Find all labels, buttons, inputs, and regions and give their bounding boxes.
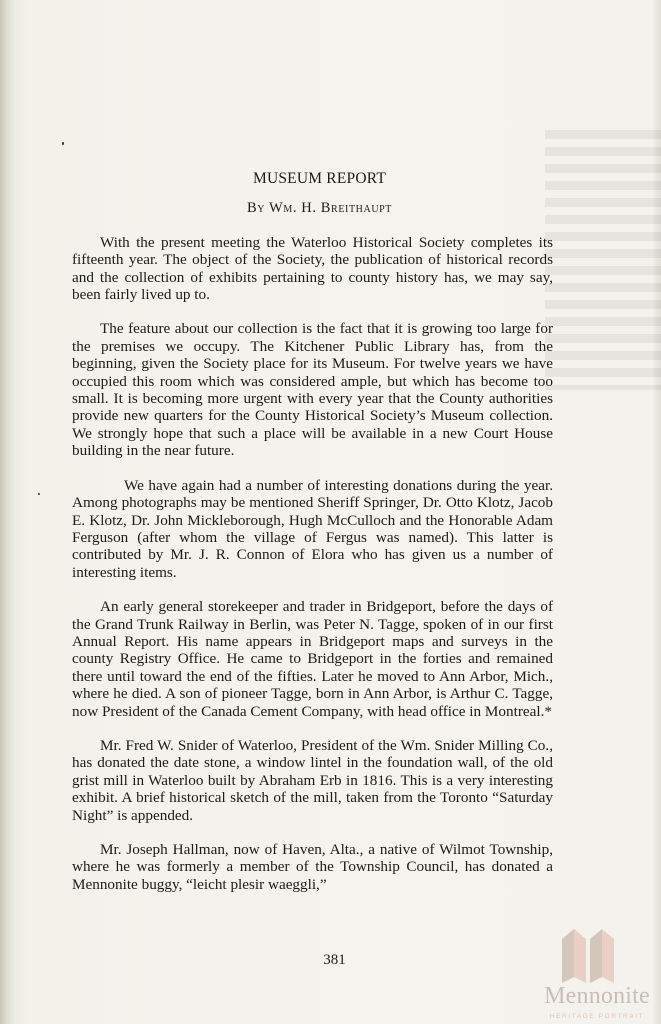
paragraph-3: We have again had a number of interesting donations during the year. Among photographs may be mentioned Sheriff Springer, Dr. Otto Klotz, Jacob E. Klotz, Dr. John Mickleborough, Hugh McCulloch and the Honorable Adam Ferguson (after whom the village of Fergus was named). This latter is contributed by Mr. J. R. Connon of Elora who has given us a number of interesting items. xyxy=(72,476,553,581)
page-title: MUSEUM REPORT xyxy=(252,170,386,187)
mennonite-logo-icon xyxy=(560,925,630,983)
ink-speck xyxy=(38,493,40,495)
paragraph-5: Mr. Fred W. Snider of Waterloo, President of the Wm. Snider Milling Co., has donated the date stone, a window lintel in the foundation wall, of the old grist mill in Waterloo built by Abraham Erb in 1816. This is a very interesting exhibit. A brief historical sketch of the mill, taken from the Toronto “Saturday Night” is appended. xyxy=(72,736,553,824)
paragraph-1: With the present meeting the Waterloo Historical Society completes its fifteenth year. The object of the Society, the publication of historical records and the collection of exhibits pertaining to county history has, we may say, been fairly lived up to. xyxy=(72,233,553,304)
page-number: 381 xyxy=(323,952,346,968)
byline: By Wm. H. Breithaupt xyxy=(246,200,393,217)
mennonite-heritage-watermark xyxy=(530,925,660,1024)
text-column xyxy=(72,170,553,910)
show-through-text xyxy=(545,130,661,390)
paragraph-6: Mr. Joseph Hallman, now of Haven, Alta., a native of Wilmot Township, where he was formerly a member of the Township Council, has donated a Mennonite buggy, “leicht plesir waeggli,” xyxy=(72,841,553,893)
watermark-wordmark: Mennonite xyxy=(544,983,650,1009)
ink-speck xyxy=(62,142,64,145)
paragraph-2: The feature about our collection is the fact that it is growing too large for the premises we occupy. The Kitchener Public Library has, from the beginning, given the Society place for its Museum. For twelve years we have occupied this room which was considered ample, but which has become too small. It is becoming more urgent with every year that the County authorities provide new quarters for the County Historical Society’s Museum collection. We strongly hope that such a place will be available in a new Court House building in the near future. xyxy=(72,320,553,460)
paragraph-4: An early general storekeeper and trader in Bridgeport, before the days of the Grand Trunk Railway in Berlin, was Peter N. Tagge, spoken of in our first Annual Report. His name appears in Bridgeport maps and surveys in the county Registry Office. He came to Bridgeport in the forties and remained there until toward the end of the fifties. Later he moved to Ann Arbor, Mich., where he died. A son of pioneer Tagge, born in Ann Arbor, is Arthur C. Tagge, now President of the Canada Cement Company, with head office in Montreal.* xyxy=(72,598,553,720)
watermark-subtitle: HERITAGE PORTRAIT xyxy=(549,1013,645,1020)
